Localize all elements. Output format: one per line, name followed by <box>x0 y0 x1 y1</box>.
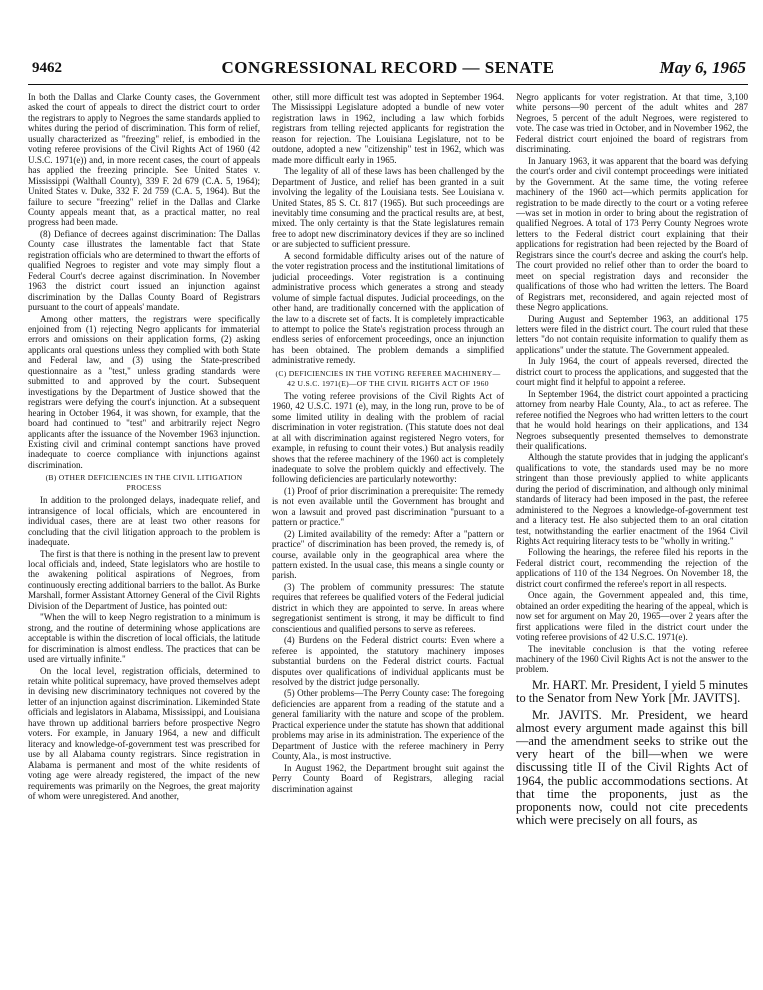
body-paragraph: other, still more difficult test was adopted in September 1964. The Mississippi Legislature adopted a bundle of new voter registration laws in 1962, including a law which forbids registrars from telling rejected applicants for registration the reason for rejection. The Louisiana Legislature, not to be outdone, adopted a new "citizenship" test in 1962, which was made more difficult early in 1965. <box>272 92 504 165</box>
publication-title: CONGRESSIONAL RECORD — SENATE <box>221 58 555 77</box>
body-paragraph: (8) Defiance of decrees against discrimination: The Dallas County case illustrates the lamentable fact that State registration officials who are determined to thwart the efforts of qualified Negroes to register and vote may simply flout a Federal Court's decree against discrimination. In November 1963 the district court issued an injunction against discrimination by the Dallas County Board of Registrars pursuant to the court of appeals' mandate. <box>28 228 260 313</box>
body-paragraph: In January 1963, it was apparent that the board was defying the court's order and civil contempt proceedings were initiated by the Government. At the same time, the voting referee machinery of the 1960 act—which permits application for registration to be made directly to the court or a voting referee—was set in motion in order to bring about the registration of qualified Negroes. A total of 173 Perry County Negroes wrote letters to the Federal district court explaining that their applications for registration had been rejected by the Board of Registrars since the court's decree and asking the court's help. The court provided no relief other than to order the board to meet on special registration days and reconsider the qualifications of those who had written the letters. The Board of Registrars met, reconsidered, and again rejected most of these Negro applications. <box>516 155 748 313</box>
body-paragraph: The legality of all of these laws has been challenged by the Department of Justice, and relief has been granted in a suit involving the legality of the Louisiana tests. See Louisiana v. United States, 85 S. Ct. 817 (1965). But such proceedings are inevitably time consuming and the practical results are, at best, mixed. The only certainty is that the State legislatures remain free to adopt new discriminatory devices if they are so inclined or are subjected to sufficient pressure. <box>272 166 504 250</box>
floor-speech-paragraph: Mr. HART. Mr. President, I yield 5 minutes to the Senator from New York [Mr. JAVITS]. <box>516 677 748 706</box>
body-paragraph: (5) Other problems—The Perry County case: The foregoing deficiencies are apparent from a reading of the statute and a general familiarity with the nature and scope of the problem. Practical experience under the statute has shown that additional problems may arise in its administration. The experience of the Department of Justice with the referee machinery in Perry County, Ala., is most instructive. <box>272 688 504 762</box>
body-paragraph: Although the statute provides that in judging the applicant's qualifications to vote, the standards used may be no more stringent than those previously applied to white applicants during the period of discrimination, and although only minimal standards of literacy had been imposed in the past, the referee administered to the Negroes a knowledge-of-government test and a literacy test. He also subjected them to an oral citation test, notwithstanding the earlier enactment of the 1964 Civil Rights Act requiring literacy tests to be "wholly in writing." <box>516 452 748 547</box>
body-paragraph: Negro applicants for voter registration. At that time, 3,100 white persons—90 percent of the adult whites and 287 Negroes, 5 percent of the adult Negroes, were registered to vote. The case was tried in October, and in November 1962, the Federal district court enjoined the board of registrars from discriminating. <box>516 92 748 155</box>
body-paragraph: The inevitable conclusion is that the voting referee machinery of the 1960 Civil Rights Act is not the answer to the problem. <box>516 643 748 675</box>
body-paragraph: During August and September 1963, an additional 175 letters were filed in the district court. The court ruled that these letters "do not contain requisite information to qualify them as applications" under the statute. The Government appealed. <box>516 313 748 355</box>
column-right <box>516 92 748 972</box>
body-paragraph: In addition to the prolonged delays, inadequate relief, and intransigence of local officials, which are encountered in individual cases, there are at least two other reasons for concluding that the civil litigation approach to the problem is inadequate. <box>28 495 260 548</box>
body-paragraph: (2) Limited availability of the remedy: After a "pattern or practice" of discrimination has been proved, the remedy is, of course, available only in the geographical area where the pattern existed. In the usual case, this means a single county or parish. <box>272 528 504 581</box>
page-number: 9462 <box>32 60 62 76</box>
body-paragraph: In September 1964, the district court appointed a practicing attorney from nearby Hale County, Ala., to act as referee. The referee notified the Negroes who had written letters to the court that he would hold hearings on their applications, and 134 Negroes subsequently presented themselves to demonstrate their qualifications. <box>516 388 748 451</box>
body-paragraph: Among other matters, the registrars were specifically enjoined from (1) rejecting Negro applicants for immaterial errors and omissions on their application forms, (2) asking applicants oral questions unless they complied with both State and Federal law, and (3) using the State-prescribed questionnaire as a "test," unless grading standards were submitted to and approved by the court. Subsequent investigations by the Department of Justice showed that the registrars were defying the court's injunction. At a subsequent hearing in October 1964, it was shown, for example, that the board had continued to "test" and arbitrarily reject Negro applicants after the issuance of the November 1963 injunction. Existing civil and criminal contempt sanctions have proved inadequate to coerce compliance with injunctions against discrimination. <box>28 313 260 470</box>
body-paragraph: "When the will to keep Negro registration to a minimum is strong, and the routine of determining whose applications are acceptable is within the discretion of local officials, the latitude for discrimination is almost endless. The practices that can be used are virtually infinite." <box>28 612 260 665</box>
body-paragraph: Once again, the Government appealed and, this time, obtained an order expediting the hearing of the appeal, which is now set for argument on May 20, 1965—over 2 years after the first applications were filed in the district court under the voting referee provisions of 42 U.S.C. 1971(e). <box>516 590 748 643</box>
column-left <box>28 92 260 972</box>
body-paragraph: A second formidable difficulty arises out of the nature of the voter registration process and the institutional limitations of judicial proceedings. Voter registration is a continuing administrative process which generates a strong and steady volume of simple factual disputes. Judicial proceedings, on the other hand, are traditionally concerned with the application of the law to a discrete set of facts. It is completely impracticable to attempt to police the State's registration process through an endless series of enforcement proceedings, once an injunction has been obtained. The problem demands a simplified administrative remedy. <box>272 250 504 366</box>
body-paragraph: In both the Dallas and Clarke County cases, the Government asked the court of appeals to direct the district court to order the registrars to apply to Negroes the same standards applied to whites during the period of discrimination. This form of relief, usually characterized as "freezing" relief, is embodied in the voting referee provisions of the Civil Rights Act of 1960 (42 U.S.C. 1971(e)) and, in more recent cases, the court of appeals has applied the freezing principle. See United States v. Mississippi (Walthall County), 339 F. 2d 679 (C.A. 5, 1964); United States v. Duke, 332 F. 2d 759 (C.A. 5, 1964). But the failure to secure "freezing" relief in the Dallas and Clarke County appeals meant that, as a practical matter, no real progress had been made. <box>28 92 260 228</box>
body-paragraph: (3) The problem of community pressures: The statute requires that referees be qualified voters of the Federal judicial district in which they are appointed to serve. In areas where segregationist sentiment is strong, it may be difficult to find conscientious and qualified persons to serve as referees. <box>272 581 504 634</box>
page-header <box>28 54 748 85</box>
floor-speech-paragraph: Mr. JAVITS. Mr. President, we heard almost every argument made against this bill—and the amendment seeks to strike out the very heart of the bill—when we were discussing title II of the Civil Rights Act of 1964, the public accommodations sections. At that time the proponents, just as the proponents now, could not cite precedents which were precisely on all fours, as <box>516 708 748 827</box>
body-paragraph: In August 1962, the Department brought suit against the Perry County Board of Registrars, alleging racial discrimination against <box>272 762 504 794</box>
body-paragraph: The first is that there is nothing in the present law to prevent local officials and, indeed, State legislators who are hostile to the awakening political aspirations of Negroes, from continuously erecting additional barriers to the ballot. As Burke Marshall, former Assistant Attorney General of the Civil Rights Division of the Department of Justice, has pointed out: <box>28 548 260 611</box>
issue-date: May 6, 1965 <box>659 58 746 77</box>
section-subheading: (B) OTHER DEFICIENCIES IN THE CIVIL LITIGATION PROCESS <box>45 473 243 493</box>
body-paragraph: In July 1964, the court of appeals reversed, directed the district court to process the applications, and suggested that the court might find it helpful to appoint a referee. <box>516 356 748 388</box>
section-subheading: (C) DEFICIENCIES IN THE VOTING REFEREE MACHINERY—42 U.S.C. 1971(E)—OF THE CIVIL RIGHTS ACT OF 1960 <box>275 368 501 388</box>
column-middle <box>272 92 504 972</box>
body-paragraph: (4) Burdens on the Federal district courts: Even where a referee is appointed, the statutory machinery imposes substantial burdens on the Federal district courts. Factual disputes over qualifications of individual applicants must be resolved by the district judge personally. <box>272 635 504 688</box>
body-paragraph: (1) Proof of prior discrimination a prerequisite: The remedy is not even available until the Government has brought and won a lawsuit and proved past discrimination "pursuant to a pattern or practice." <box>272 485 504 528</box>
body-paragraph: Following the hearings, the referee filed his reports in the Federal district court, recommending the rejection of the applications of 110 of the 134 Negroes. On November 18, the district court confirmed the referee's report in all respects. <box>516 547 748 589</box>
text-columns <box>28 92 748 972</box>
body-paragraph: The voting referee provisions of the Civil Rights Act of 1960, 42 U.S.C. 1971 (e), may, in the long run, prove to be of some limited utility in dealing with the problem of racial discrimination in voter registration. (This statute does not deal at all with discrimination against registered Negro voters, for example, in refusing to count their votes.) But analysis readily shows that the referee machinery of the 1960 act is completely inadequate to solve the problem quickly and effectively. The following deficiencies are particularly noteworthy: <box>272 390 504 485</box>
body-paragraph: On the local level, registration officials, determined to retain white political supremacy, have proved themselves adept in devising new discriminatory techniques not covered by the letter of an injunction against discrimination. Likeminded State officials and legislators in Alabama, Mississippi, and Louisiana have thrown up additional barriers before prospective Negro voters. For example, in January 1964, a new and difficult literacy and knowledge-of-government test was prescribed for use by all Alabama county registrars. Since registration in Alabama is permanent and most of the white residents of voting age were already registered, the impact of the new requirements was primarily on the Negroes, the great majority of whom were unregistered. And another, <box>28 665 260 801</box>
